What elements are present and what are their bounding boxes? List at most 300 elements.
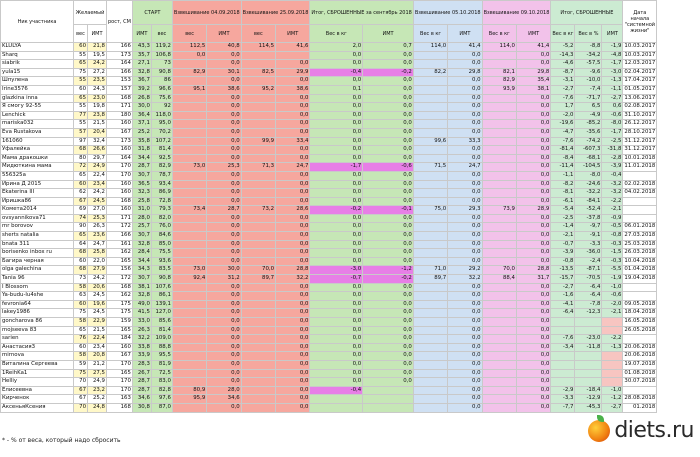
data-cell[interactable]: 02.08.2017 — [623, 103, 657, 112]
data-cell[interactable]: 0,0 — [276, 94, 310, 103]
data-cell[interactable]: 10.03.2017 — [623, 43, 657, 52]
data-cell[interactable]: 24,9 — [88, 163, 107, 172]
data-cell[interactable]: 162 — [107, 249, 133, 258]
data-cell[interactable]: 29,9 — [276, 68, 310, 77]
data-cell[interactable] — [413, 378, 447, 387]
data-cell[interactable]: 32,2 — [132, 335, 151, 344]
data-cell[interactable]: 0,0 — [276, 214, 310, 223]
data-cell[interactable]: 161 — [107, 240, 133, 249]
data-cell[interactable]: 0,0 — [516, 249, 550, 258]
data-cell[interactable] — [482, 189, 516, 198]
data-cell[interactable]: 160 — [107, 206, 133, 215]
data-cell[interactable]: 0,0 — [516, 60, 550, 69]
data-cell[interactable] — [623, 206, 657, 215]
data-cell[interactable]: 0,7 — [363, 43, 414, 52]
data-cell[interactable]: 0,0 — [448, 60, 482, 69]
data-cell[interactable]: 24,5 — [88, 292, 107, 301]
data-cell[interactable]: -7,4 — [575, 85, 602, 94]
data-cell[interactable]: 0,0 — [516, 369, 550, 378]
data-cell[interactable]: 0,0 — [516, 326, 550, 335]
data-cell[interactable]: 70 — [74, 378, 88, 387]
participant-name-cell[interactable]: borisenko inbox ru — [1, 249, 74, 258]
data-cell[interactable] — [413, 386, 447, 395]
data-cell[interactable]: 0,0 — [516, 137, 550, 146]
participant-name-cell[interactable]: Шпулена — [1, 77, 74, 86]
data-cell[interactable]: 19,8 — [88, 103, 107, 112]
data-cell[interactable] — [413, 309, 447, 318]
data-cell[interactable] — [172, 369, 206, 378]
participant-name-cell[interactable]: sarien — [1, 335, 74, 344]
data-cell[interactable] — [172, 403, 206, 412]
data-cell[interactable]: 26,7 — [132, 369, 151, 378]
data-cell[interactable]: 0,0 — [310, 137, 363, 146]
data-cell[interactable] — [575, 360, 602, 369]
data-cell[interactable] — [172, 335, 206, 344]
data-cell[interactable]: 74 — [74, 214, 88, 223]
data-cell[interactable]: 28,8 — [516, 266, 550, 275]
data-cell[interactable]: 184 — [107, 335, 133, 344]
data-cell[interactable]: 93,4 — [151, 180, 172, 189]
data-cell[interactable]: -4,8 — [602, 51, 623, 60]
data-cell[interactable]: 0,0 — [310, 111, 363, 120]
data-cell[interactable] — [623, 283, 657, 292]
data-cell[interactable] — [413, 60, 447, 69]
data-cell[interactable] — [602, 318, 623, 327]
data-cell[interactable]: 19.07.2018 — [623, 360, 657, 369]
participant-name-cell[interactable]: olga galechina — [1, 266, 74, 275]
data-cell[interactable]: -81,4 — [551, 146, 575, 155]
data-cell[interactable]: -36,0 — [575, 249, 602, 258]
data-cell[interactable] — [413, 292, 447, 301]
data-cell[interactable]: 0,0 — [448, 343, 482, 352]
data-cell[interactable]: -3,0 — [602, 68, 623, 77]
data-cell[interactable]: 0,0 — [516, 335, 550, 344]
data-cell[interactable]: 0,0 — [363, 214, 414, 223]
data-cell[interactable]: 0,0 — [276, 154, 310, 163]
data-cell[interactable]: 28,6 — [276, 206, 310, 215]
data-cell[interactable]: 0,0 — [207, 343, 241, 352]
data-cell[interactable]: 0,6 — [602, 103, 623, 112]
data-cell[interactable]: 157 — [107, 85, 133, 94]
data-cell[interactable]: 36,5 — [132, 180, 151, 189]
data-cell[interactable]: -9,6 — [575, 68, 602, 77]
data-cell[interactable]: -2,0 — [602, 300, 623, 309]
data-cell[interactable] — [551, 369, 575, 378]
data-cell[interactable]: -0,3 — [602, 257, 623, 266]
data-cell[interactable] — [241, 223, 275, 232]
data-cell[interactable]: -2,8 — [602, 154, 623, 163]
data-cell[interactable]: 0,0 — [310, 154, 363, 163]
data-cell[interactable] — [276, 51, 310, 60]
data-cell[interactable]: 41,5 — [132, 309, 151, 318]
data-cell[interactable]: 0,0 — [448, 369, 482, 378]
data-cell[interactable]: 58 — [74, 283, 88, 292]
data-cell[interactable] — [482, 154, 516, 163]
participant-name-cell[interactable]: Мидюткина мама — [1, 163, 74, 172]
data-cell[interactable] — [551, 352, 575, 361]
data-cell[interactable]: 40,8 — [207, 43, 241, 52]
participant-name-cell[interactable]: 556325a — [1, 171, 74, 180]
data-cell[interactable]: 0,0 — [207, 94, 241, 103]
data-cell[interactable]: 0,0 — [276, 386, 310, 395]
data-cell[interactable]: 0,0 — [310, 128, 363, 137]
data-cell[interactable]: 0,0 — [448, 214, 482, 223]
data-cell[interactable]: 171 — [107, 103, 133, 112]
data-cell[interactable]: 0,0 — [363, 223, 414, 232]
data-cell[interactable]: -1,3 — [602, 77, 623, 86]
participant-name-cell[interactable]: mirnova — [1, 352, 74, 361]
data-cell[interactable]: 82,9 — [482, 77, 516, 86]
data-cell[interactable]: -6,4 — [551, 309, 575, 318]
data-cell[interactable]: 20,6 — [88, 283, 107, 292]
data-cell[interactable]: 65 — [74, 171, 88, 180]
data-cell[interactable]: 2,0 — [310, 43, 363, 52]
data-cell[interactable]: 88,4 — [482, 275, 516, 284]
data-cell[interactable] — [241, 240, 275, 249]
data-cell[interactable]: 0,0 — [276, 309, 310, 318]
data-cell[interactable]: 64 — [74, 240, 88, 249]
data-cell[interactable]: 0,0 — [516, 128, 550, 137]
data-cell[interactable]: 0,0 — [207, 120, 241, 129]
data-cell[interactable]: 21,5 — [88, 326, 107, 335]
data-cell[interactable]: 119,2 — [151, 43, 172, 52]
participant-name-cell[interactable]: АксеньяКсения — [1, 403, 74, 412]
data-cell[interactable]: 24,7 — [448, 163, 482, 172]
data-cell[interactable]: 19.04.2018 — [623, 275, 657, 284]
data-cell[interactable] — [172, 232, 206, 241]
data-cell[interactable]: 65 — [74, 60, 88, 69]
data-cell[interactable]: 67 — [74, 197, 88, 206]
data-cell[interactable] — [172, 128, 206, 137]
data-cell[interactable]: -15,7 — [551, 275, 575, 284]
data-cell[interactable] — [482, 378, 516, 387]
data-cell[interactable]: 41,4 — [448, 43, 482, 52]
data-cell[interactable]: -7,6 — [551, 335, 575, 344]
data-cell[interactable]: -0,2 — [363, 68, 414, 77]
data-cell[interactable] — [363, 386, 414, 395]
data-cell[interactable]: 55 — [74, 77, 88, 86]
data-cell[interactable]: 29,7 — [88, 154, 107, 163]
data-cell[interactable]: 65 — [74, 94, 88, 103]
data-cell[interactable]: 32,3 — [132, 189, 151, 198]
data-cell[interactable]: 0,0 — [207, 51, 241, 60]
data-cell[interactable]: -57,5 — [575, 60, 602, 69]
data-cell[interactable] — [413, 257, 447, 266]
data-cell[interactable]: 68 — [74, 266, 88, 275]
data-cell[interactable]: 28,3 — [132, 360, 151, 369]
data-cell[interactable]: 0,0 — [448, 360, 482, 369]
data-cell[interactable]: 34,4 — [132, 257, 151, 266]
data-cell[interactable]: 92,5 — [151, 154, 172, 163]
data-cell[interactable]: 30,7 — [132, 171, 151, 180]
data-cell[interactable] — [413, 146, 447, 155]
data-cell[interactable]: 0,0 — [207, 283, 241, 292]
data-cell[interactable]: 55 — [74, 51, 88, 60]
data-cell[interactable]: -31,8 — [602, 146, 623, 155]
data-cell[interactable]: 82,1 — [482, 68, 516, 77]
data-cell[interactable]: 72,5 — [151, 369, 172, 378]
data-cell[interactable]: -8,2 — [551, 180, 575, 189]
data-cell[interactable]: 0,0 — [276, 360, 310, 369]
data-cell[interactable]: 16.05.2018 — [623, 318, 657, 327]
data-cell[interactable]: 0,0 — [207, 335, 241, 344]
data-cell[interactable]: 19,5 — [88, 51, 107, 60]
data-cell[interactable]: 0,0 — [310, 189, 363, 198]
data-cell[interactable]: -24,6 — [575, 180, 602, 189]
data-cell[interactable]: -0,1 — [363, 206, 414, 215]
data-cell[interactable]: 0,0 — [516, 189, 550, 198]
data-cell[interactable] — [172, 94, 206, 103]
data-cell[interactable] — [551, 360, 575, 369]
data-cell[interactable]: -0,7 — [551, 240, 575, 249]
data-cell[interactable]: 90 — [74, 223, 88, 232]
data-cell[interactable]: -3,1 — [551, 77, 575, 86]
data-cell[interactable]: 107,2 — [151, 137, 172, 146]
data-cell[interactable]: 0,0 — [207, 318, 241, 327]
data-cell[interactable]: 0,0 — [276, 180, 310, 189]
data-cell[interactable]: -1,4 — [551, 223, 575, 232]
data-cell[interactable]: 0,0 — [276, 103, 310, 112]
data-cell[interactable] — [172, 283, 206, 292]
data-cell[interactable]: -0,6 — [363, 163, 414, 172]
data-cell[interactable]: 26,3 — [132, 326, 151, 335]
data-cell[interactable]: -0,2 — [363, 275, 414, 284]
data-cell[interactable] — [241, 51, 275, 60]
data-cell[interactable] — [241, 197, 275, 206]
data-cell[interactable]: 0,0 — [310, 318, 363, 327]
data-cell[interactable]: 0,0 — [363, 378, 414, 387]
data-cell[interactable] — [482, 343, 516, 352]
data-cell[interactable]: 0,0 — [276, 257, 310, 266]
data-cell[interactable]: 0,0 — [276, 197, 310, 206]
data-cell[interactable]: -0,8 — [602, 232, 623, 241]
data-cell[interactable]: 160 — [107, 120, 133, 129]
data-cell[interactable]: 27,5 — [88, 369, 107, 378]
data-cell[interactable]: 06.01.2018 — [623, 223, 657, 232]
data-cell[interactable]: 41,6 — [276, 43, 310, 52]
data-cell[interactable] — [413, 240, 447, 249]
data-cell[interactable]: 31.12.2017 — [623, 137, 657, 146]
data-cell[interactable]: 63 — [74, 292, 88, 301]
data-cell[interactable] — [623, 335, 657, 344]
participant-name-cell[interactable]: Мама дракошки — [1, 154, 74, 163]
data-cell[interactable]: 112,5 — [172, 43, 206, 52]
data-cell[interactable]: 21,2 — [88, 360, 107, 369]
data-cell[interactable] — [241, 154, 275, 163]
data-cell[interactable]: 0,0 — [363, 292, 414, 301]
data-cell[interactable]: 81,4 — [151, 326, 172, 335]
data-cell[interactable]: 71,3 — [241, 163, 275, 172]
data-cell[interactable]: 0,0 — [448, 283, 482, 292]
data-cell[interactable]: 99,6 — [413, 137, 447, 146]
data-cell[interactable]: 0,0 — [207, 111, 241, 120]
data-cell[interactable] — [482, 197, 516, 206]
data-cell[interactable]: -8,8 — [575, 43, 602, 52]
data-cell[interactable] — [241, 94, 275, 103]
data-cell[interactable]: 166 — [107, 68, 133, 77]
data-cell[interactable]: 95,9 — [172, 395, 206, 404]
data-cell[interactable] — [413, 223, 447, 232]
data-cell[interactable]: -3,4 — [551, 343, 575, 352]
data-cell[interactable] — [413, 120, 447, 129]
data-cell[interactable] — [172, 300, 206, 309]
data-cell[interactable]: 25,7 — [132, 223, 151, 232]
data-cell[interactable] — [172, 77, 206, 86]
data-cell[interactable]: 73,4 — [172, 206, 206, 215]
data-cell[interactable]: -74,2 — [575, 137, 602, 146]
data-cell[interactable] — [413, 300, 447, 309]
data-cell[interactable]: 10.04.2018 — [623, 257, 657, 266]
data-cell[interactable] — [172, 318, 206, 327]
data-cell[interactable]: 0,0 — [276, 223, 310, 232]
data-cell[interactable]: 127,0 — [151, 309, 172, 318]
data-cell[interactable]: 168 — [107, 403, 133, 412]
data-cell[interactable] — [172, 240, 206, 249]
data-cell[interactable]: 0,0 — [516, 163, 550, 172]
data-cell[interactable]: 38,6 — [276, 85, 310, 94]
data-cell[interactable]: -3,9 — [551, 249, 575, 258]
data-cell[interactable]: 0,0 — [516, 300, 550, 309]
data-cell[interactable] — [241, 403, 275, 412]
data-cell[interactable]: 60 — [74, 257, 88, 266]
data-cell[interactable]: -84,1 — [575, 197, 602, 206]
data-cell[interactable]: 29,8 — [448, 68, 482, 77]
data-cell[interactable]: 0,0 — [310, 94, 363, 103]
data-cell[interactable]: 95,1 — [172, 85, 206, 94]
data-cell[interactable] — [623, 214, 657, 223]
data-cell[interactable] — [172, 180, 206, 189]
data-cell[interactable]: 175 — [107, 300, 133, 309]
data-cell[interactable]: 58 — [74, 352, 88, 361]
data-cell[interactable]: -2,2 — [602, 335, 623, 344]
data-cell[interactable]: 87,0 — [151, 403, 172, 412]
data-cell[interactable]: 28,4 — [132, 249, 151, 258]
data-cell[interactable]: 72 — [74, 163, 88, 172]
data-cell[interactable]: 160 — [107, 189, 133, 198]
data-cell[interactable]: 62 — [74, 189, 88, 198]
data-cell[interactable]: 75,5 — [151, 249, 172, 258]
data-cell[interactable]: 165 — [107, 369, 133, 378]
data-cell[interactable]: 0,0 — [448, 309, 482, 318]
data-cell[interactable] — [413, 352, 447, 361]
data-cell[interactable] — [482, 111, 516, 120]
data-cell[interactable]: 0,0 — [276, 335, 310, 344]
data-cell[interactable]: 0,0 — [207, 369, 241, 378]
data-cell[interactable]: 0,0 — [310, 343, 363, 352]
data-cell[interactable]: 0,0 — [363, 335, 414, 344]
data-cell[interactable]: 0,0 — [516, 111, 550, 120]
data-cell[interactable]: 0,0 — [363, 240, 414, 249]
data-cell[interactable]: 0,0 — [363, 171, 414, 180]
data-cell[interactable]: 89,7 — [241, 275, 275, 284]
data-cell[interactable] — [482, 395, 516, 404]
data-cell[interactable] — [482, 128, 516, 137]
data-cell[interactable]: 0,0 — [276, 171, 310, 180]
data-cell[interactable] — [575, 326, 602, 335]
data-cell[interactable]: 79,3 — [151, 206, 172, 215]
data-cell[interactable]: 0,1 — [310, 85, 363, 94]
data-cell[interactable] — [172, 352, 206, 361]
data-cell[interactable]: 0,0 — [448, 223, 482, 232]
data-cell[interactable] — [241, 283, 275, 292]
data-cell[interactable]: -2,5 — [551, 214, 575, 223]
data-cell[interactable]: 106,8 — [151, 51, 172, 60]
data-cell[interactable]: 22,4 — [88, 335, 107, 344]
data-cell[interactable]: 0,0 — [207, 137, 241, 146]
data-cell[interactable]: 172 — [107, 223, 133, 232]
data-cell[interactable]: 85,6 — [151, 318, 172, 327]
data-cell[interactable] — [241, 352, 275, 361]
data-cell[interactable]: 24,5 — [88, 309, 107, 318]
participant-name-cell[interactable]: Кометa2014 — [1, 206, 74, 215]
data-cell[interactable] — [363, 395, 414, 404]
data-cell[interactable]: 60 — [74, 85, 88, 94]
data-cell[interactable]: 30.07.2018 — [623, 378, 657, 387]
data-cell[interactable]: 70,2 — [151, 128, 172, 137]
data-cell[interactable] — [413, 51, 447, 60]
data-cell[interactable]: 153 — [107, 77, 133, 86]
data-cell[interactable] — [172, 154, 206, 163]
data-cell[interactable]: -1,9 — [602, 275, 623, 284]
data-cell[interactable] — [241, 309, 275, 318]
data-cell[interactable]: -2,5 — [602, 137, 623, 146]
data-cell[interactable] — [241, 146, 275, 155]
data-cell[interactable]: 0,0 — [516, 223, 550, 232]
data-cell[interactable]: 0,0 — [363, 60, 414, 69]
data-cell[interactable]: 170 — [107, 386, 133, 395]
participant-name-cell[interactable]: Ирина Д 2015 — [1, 180, 74, 189]
participant-name-cell[interactable]: Ya-budu-lu4she — [1, 292, 74, 301]
data-cell[interactable]: -2,4 — [575, 257, 602, 266]
data-cell[interactable]: -4,6 — [551, 60, 575, 69]
data-cell[interactable]: 0,0 — [276, 240, 310, 249]
data-cell[interactable]: -3,2 — [602, 180, 623, 189]
data-cell[interactable] — [241, 395, 275, 404]
data-cell[interactable] — [482, 292, 516, 301]
data-cell[interactable]: 0,0 — [448, 146, 482, 155]
data-cell[interactable]: 0,0 — [172, 51, 206, 60]
data-cell[interactable] — [482, 300, 516, 309]
data-cell[interactable] — [172, 146, 206, 155]
data-cell[interactable]: -3,3 — [575, 240, 602, 249]
data-cell[interactable]: 0,0 — [448, 189, 482, 198]
data-cell[interactable]: 82,8 — [151, 386, 172, 395]
data-cell[interactable]: -87,1 — [575, 266, 602, 275]
data-cell[interactable]: 0,0 — [207, 128, 241, 137]
data-cell[interactable]: 173 — [107, 137, 133, 146]
data-cell[interactable]: 0,0 — [363, 77, 414, 86]
data-cell[interactable]: 71,0 — [413, 266, 447, 275]
data-cell[interactable]: -70,5 — [575, 275, 602, 284]
data-cell[interactable]: 170 — [107, 360, 133, 369]
participant-name-cell[interactable]: Lenchick — [1, 111, 74, 120]
data-cell[interactable]: -8,0 — [602, 120, 623, 129]
data-cell[interactable]: -1,7 — [310, 163, 363, 172]
data-cell[interactable]: -11,8 — [575, 343, 602, 352]
data-cell[interactable]: 88,8 — [151, 343, 172, 352]
data-cell[interactable]: 89,7 — [413, 275, 447, 284]
data-cell[interactable] — [482, 214, 516, 223]
data-cell[interactable]: 0,0 — [516, 403, 550, 412]
data-cell[interactable]: 30,1 — [207, 68, 241, 77]
data-cell[interactable]: 01.05.2017 — [623, 85, 657, 94]
participant-name-cell[interactable]: Багира черная — [1, 257, 74, 266]
data-cell[interactable]: 73 — [74, 275, 88, 284]
data-cell[interactable] — [575, 378, 602, 387]
data-cell[interactable]: 0,0 — [448, 395, 482, 404]
data-cell[interactable]: 0,0 — [276, 77, 310, 86]
data-cell[interactable]: 0,0 — [310, 103, 363, 112]
